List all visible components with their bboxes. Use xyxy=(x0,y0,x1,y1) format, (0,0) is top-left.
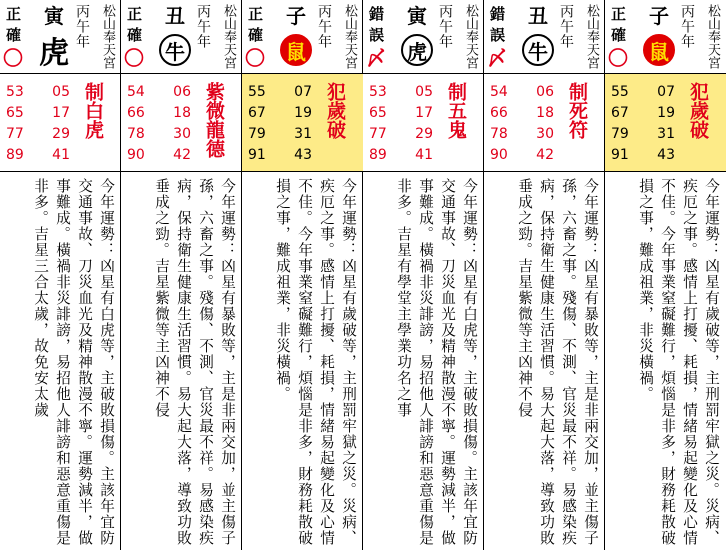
panel-header xyxy=(363,0,484,74)
age-and-star xyxy=(484,74,605,172)
fortune-text xyxy=(0,172,121,550)
star-label: 犯歲破 xyxy=(687,82,709,139)
tiger-emblem-icon: 虎 xyxy=(401,34,433,66)
zodiac-panel-ox-alt xyxy=(484,0,605,550)
status-label: 錯誤 xyxy=(488,6,506,48)
status-mark: 〇 xyxy=(124,46,144,70)
ox-emblem-icon: 牛 xyxy=(159,34,191,66)
ox-emblem-icon: 牛 xyxy=(522,34,554,66)
status-label: 正確 xyxy=(609,6,627,48)
star-label: 制白虎 xyxy=(82,82,104,139)
status-mark: 〇 xyxy=(3,46,23,70)
temple-label: 松山奉天宮 xyxy=(221,4,236,69)
fortune-paragraph: 今年運勢：凶星有歲破等，主刑罰牢獄之災。災病、疾厄之事。感情上打擾、耗損，情緒易起變化及心情不佳。今年事業窒礙難行，煩惱是非多，財務耗散破損之事，難成祖業，非災橫禍。 xyxy=(637,178,720,546)
fortune-paragraph: 今年運勢：凶星有暴敗等，主是非兩交加，並主傷子孫，六畜之事。殘傷、不測、官災最不祥。易感染疾病，保持衛生健康生活習慣。易大起大落，導致功敗垂成之勁。吉星紫微等主凶神不侵 xyxy=(516,178,599,546)
year-label: 丙午年 xyxy=(558,4,574,49)
zodiac-panel-tiger xyxy=(0,0,121,550)
age-numbers: 53 05 65 17 77 29 89 41 xyxy=(6,84,70,163)
tiger-emblem-icon: 虎 xyxy=(39,36,69,71)
fortune-text xyxy=(484,172,605,550)
zodiac-panel-ox xyxy=(121,0,242,550)
panel-header xyxy=(242,0,363,74)
zodiac-branch: 子 xyxy=(286,4,306,28)
age-and-star xyxy=(363,74,484,172)
status-mark: 〆 xyxy=(487,46,507,70)
status-mark: 〇 xyxy=(608,46,628,70)
panel-header xyxy=(121,0,242,74)
age-numbers: 53 05 65 17 77 29 89 41 xyxy=(369,84,433,163)
panel-header xyxy=(484,0,605,74)
status-label: 正確 xyxy=(246,6,264,48)
status-label: 正確 xyxy=(4,6,22,48)
age-and-star xyxy=(0,74,121,172)
temple-label: 松山奉天宮 xyxy=(584,4,599,69)
year-label: 丙午年 xyxy=(316,4,332,49)
age-and-star xyxy=(121,74,242,172)
status-mark: 〇 xyxy=(245,46,265,70)
status-label: 正確 xyxy=(125,6,143,48)
status-mark: 〆 xyxy=(366,46,386,70)
age-and-star xyxy=(605,74,726,172)
fortune-paragraph: 今年運勢：凶星有暴敗等，主是非兩交加，並主傷子孫，六畜之事。殘傷、不測、官災最不祥。易感染疾病，保持衛生健康生活習慣。易大起大落，導致功敗垂成之勁。吉星紫微等主凶神不侵 xyxy=(153,178,236,546)
age-and-star xyxy=(242,74,363,172)
age-numbers: 55 07 67 19 79 31 91 43 xyxy=(248,84,312,163)
temple-label: 松山奉天宮 xyxy=(100,4,115,69)
zodiac-panel-tiger-alt xyxy=(363,0,484,550)
fortune-paragraph: 今年運勢：凶星有白虎等，主破敗損傷。主該年宜防交通事故、刀災血光及精神散漫不寧。運勢減半，做事難成。橫禍非災誹謗，易招他人誹謗和惡意重傷是非多。吉星三合太歲，故免安太歲 xyxy=(32,178,115,546)
zodiac-branch: 丑 xyxy=(528,4,548,28)
star-label: 紫微龍德 xyxy=(203,82,225,158)
temple-label: 松山奉天宮 xyxy=(342,4,357,69)
age-numbers: 54 06 66 18 78 30 90 42 xyxy=(490,84,554,163)
temple-label: 松山奉天宮 xyxy=(705,4,720,69)
fortune-text xyxy=(363,172,484,550)
panel-header xyxy=(0,0,121,74)
fortune-text xyxy=(121,172,242,550)
age-numbers: 55 07 67 19 79 31 91 43 xyxy=(611,84,675,163)
status-label: 錯誤 xyxy=(367,6,385,48)
temple-label: 松山奉天宮 xyxy=(463,4,478,69)
zodiac-panel-rat xyxy=(242,0,363,550)
year-label: 丙午年 xyxy=(679,4,695,49)
star-label: 制五鬼 xyxy=(445,82,467,139)
age-numbers: 54 06 66 18 78 30 90 42 xyxy=(127,84,191,163)
year-label: 丙午年 xyxy=(74,4,90,49)
zodiac-branch: 子 xyxy=(649,4,669,28)
fortune-text xyxy=(605,172,726,550)
panel-header xyxy=(605,0,726,74)
rat-emblem-icon: 鼠 xyxy=(280,34,312,66)
rat-emblem-icon: 鼠 xyxy=(643,34,675,66)
year-label: 丙午年 xyxy=(195,4,211,49)
year-label: 丙午年 xyxy=(437,4,453,49)
star-label: 犯歲破 xyxy=(324,82,346,139)
fortune-text xyxy=(242,172,363,550)
zodiac-branch: 寅 xyxy=(44,4,64,28)
star-label: 制死符 xyxy=(566,82,588,139)
zodiac-panel-rat-alt xyxy=(605,0,728,550)
fortune-paragraph: 今年運勢：凶星有歲破等，主刑罰牢獄之災。災病、疾厄之事。感情上打擾、耗損，情緒易起變化及心情不佳。今年事業窒礙難行，煩惱是非多，財務耗散破損之事，難成祖業，非災橫禍。 xyxy=(274,178,357,546)
fortune-paragraph: 今年運勢：凶星有白虎等，主破敗損傷。主該年宜防交通事故、刀災血光及精神散漫不寧。運勢減半，做事難成。橫禍非災誹謗，易招他人誹謗和惡意重傷是非多。吉星有學堂主學業功名之事 xyxy=(395,178,478,546)
zodiac-branch: 寅 xyxy=(407,4,427,28)
zodiac-branch: 丑 xyxy=(165,4,185,28)
